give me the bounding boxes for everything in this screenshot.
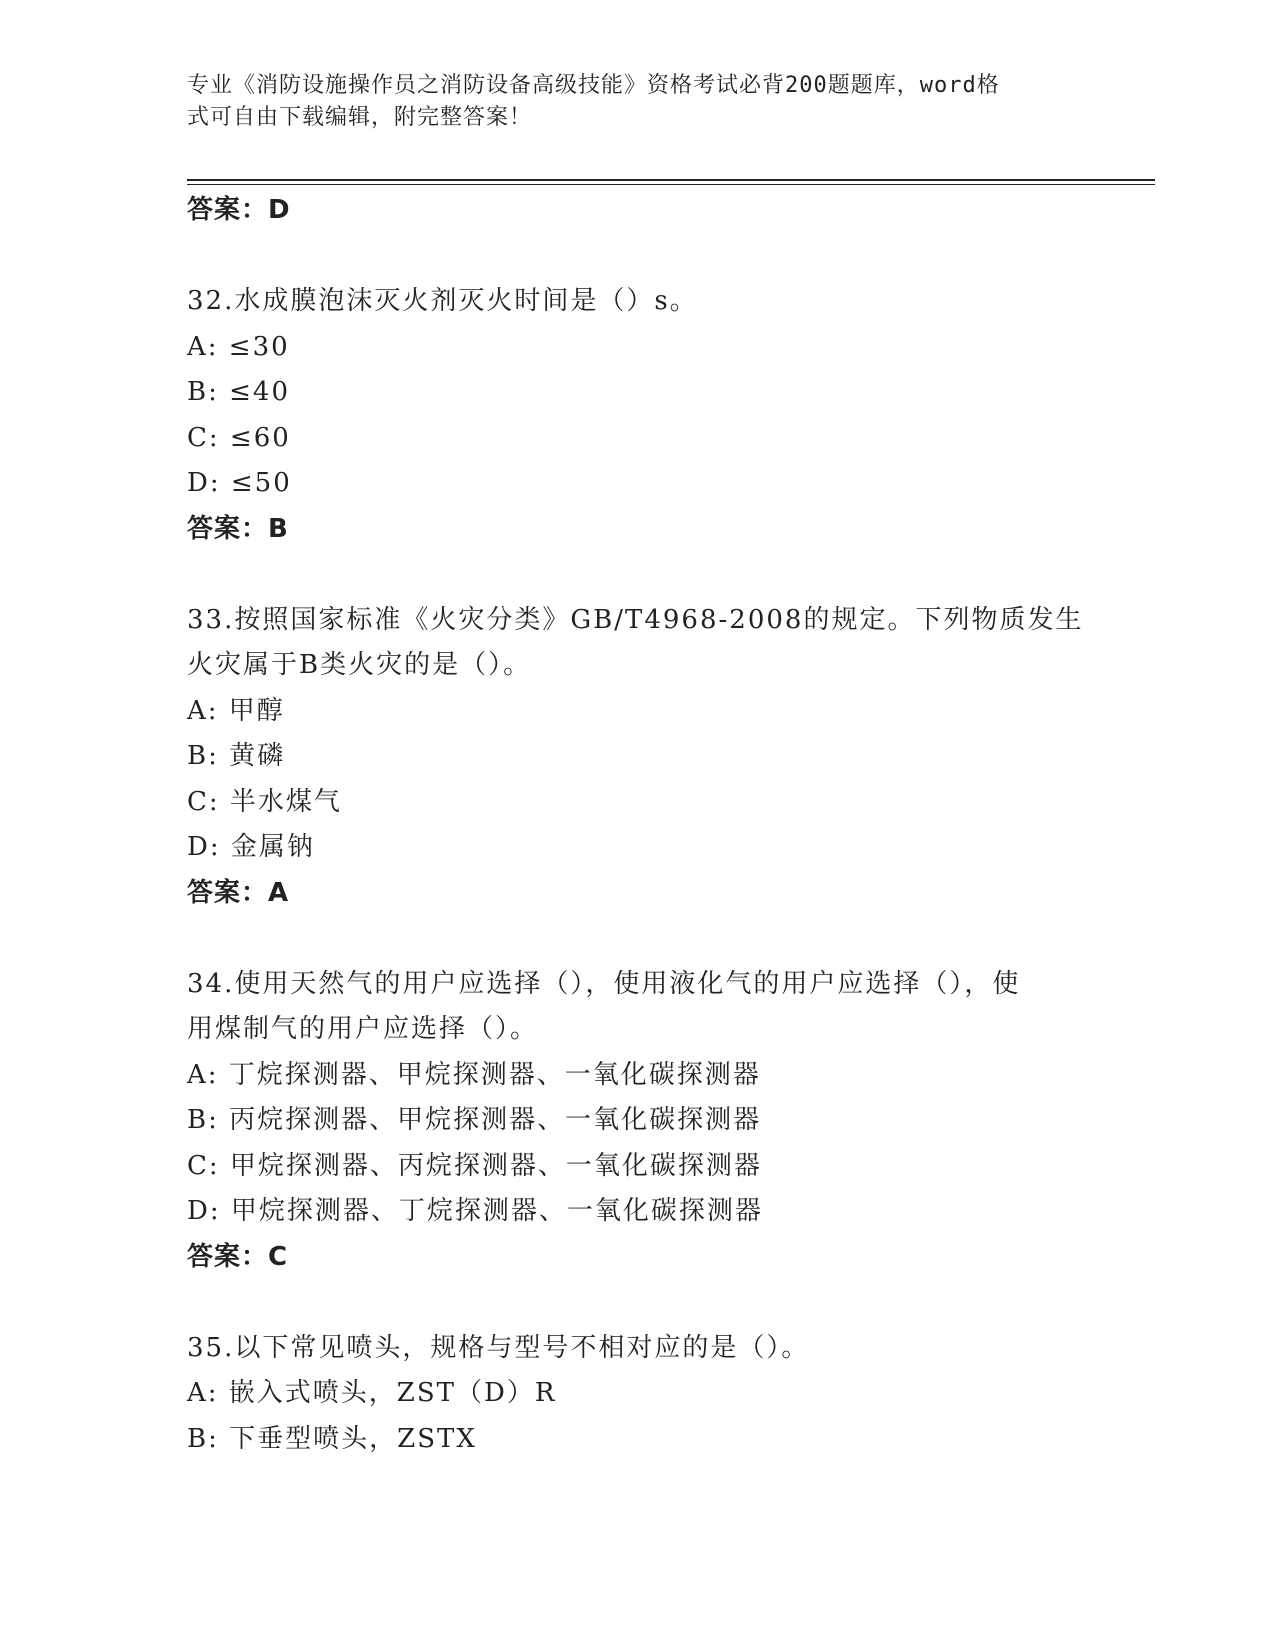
header-line-1: 专业《消防设施操作员之消防设备高级技能》资格考试必背200题题库，word格 — [187, 73, 1000, 98]
answer-line: 答案：D — [187, 195, 291, 225]
option-b: B: 丙烷探测器、甲烷探测器、一氧化碳探测器 — [187, 1105, 762, 1135]
question-stem: 34.使用天然气的用户应选择（），使用液化气的用户应选择（），使 — [187, 968, 1021, 999]
spacer — [187, 234, 1087, 280]
question-stem: 35.以下常见喷头，规格与型号不相对应的是（）。 — [187, 1332, 810, 1363]
header-line-2: 式可自由下载编辑，附完整答案！ — [187, 105, 533, 130]
question-stem-continued: 用煤制气的用户应选择（）。 — [187, 1014, 539, 1044]
option-b: B: ≤40 — [187, 377, 290, 407]
header-divider — [187, 179, 1155, 181]
answer-line: 答案：B — [187, 513, 289, 544]
question-34 — [187, 962, 1087, 1281]
answer-line: 答案：C — [187, 1241, 289, 1272]
spacer — [187, 552, 1087, 598]
option-a: A: 丁烷探测器、甲烷探测器、一氧化碳探测器 — [187, 1059, 761, 1090]
question-stem: 33.按照国家标准《火灾分类》GB/T4968-2008的规定。下列物质发生 — [187, 604, 1084, 635]
option-c: C: 半水煤气 — [187, 786, 342, 817]
spacer — [187, 916, 1087, 962]
question-stem: 32.水成膜泡沫灭火剂灭火时间是（）s。 — [187, 286, 698, 316]
spacer — [187, 1280, 1087, 1326]
option-b: B: 下垂型喷头，ZSTX — [187, 1423, 477, 1454]
option-d: D: ≤50 — [187, 468, 292, 498]
option-d: D: 金属钠 — [187, 832, 315, 862]
option-c: C: 甲烷探测器、丙烷探测器、一氧化碳探测器 — [187, 1150, 762, 1181]
option-a: A: 甲醇 — [187, 695, 285, 726]
option-d: D: 甲烷探测器、丁烷探测器、一氧化碳探测器 — [187, 1196, 763, 1226]
question-stem-continued: 火灾属于B类火灾的是（）。 — [187, 650, 532, 680]
option-a: A: ≤30 — [187, 331, 290, 362]
question-35 — [187, 1326, 1087, 1463]
option-a: A: 嵌入式喷头，ZST（D）R — [187, 1378, 557, 1408]
question-32 — [187, 279, 1087, 552]
option-c: C: ≤60 — [187, 422, 291, 453]
option-b: B: 黄磷 — [187, 741, 286, 771]
answer-line: 答案：A — [187, 877, 290, 908]
document-header — [187, 70, 1077, 134]
question-33 — [187, 598, 1087, 917]
question-list — [187, 188, 1087, 1462]
header-divider-thin — [187, 184, 1155, 185]
